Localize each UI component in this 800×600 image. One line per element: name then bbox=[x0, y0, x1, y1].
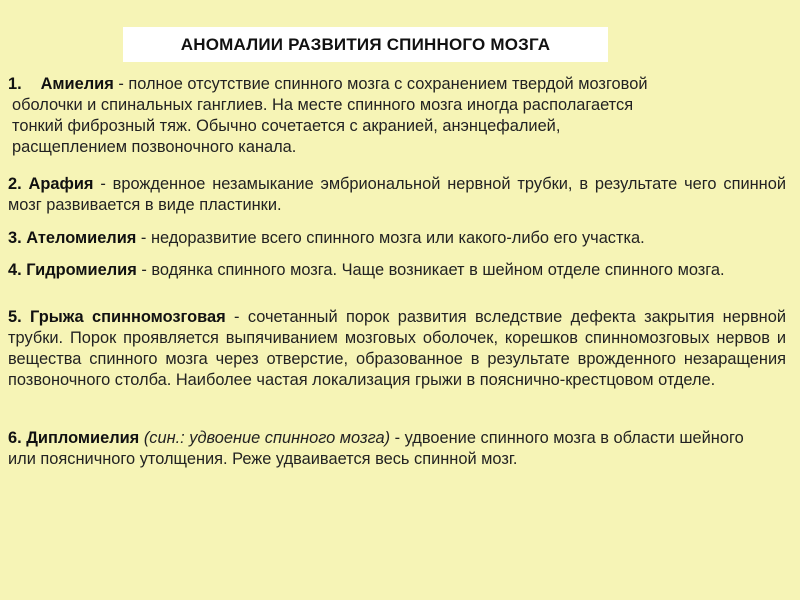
item-number: 1. bbox=[8, 75, 22, 93]
item-separator: - bbox=[136, 261, 152, 279]
item-term: Дипломиелия bbox=[26, 429, 140, 447]
item-text: врожденное незамыкание эмбриональной нервной трубки, в результате чего спинной мозг развивается в виде пластинки. bbox=[8, 175, 786, 214]
item-text: сочетанный порок развития вследствие дефекта закрытия нервной трубки. Порок проявляется выпячиванием мозговых оболочек, корешков спинномозговых нервов и вещества спинного мозга через отверстие, образованное в результате врожденного незаращения позвоночного столба. Наиболее частая локализация грыжи в пояснично-крестцовом отделе. bbox=[8, 308, 786, 389]
list-item-1 bbox=[8, 74, 788, 158]
item-term: Амиелия bbox=[40, 75, 114, 93]
item-synonym: (син.: удвоение спинного мозга) bbox=[143, 429, 391, 447]
item-separator: - bbox=[225, 308, 248, 326]
item-number: 6. bbox=[8, 429, 22, 447]
item-number: 4. bbox=[8, 261, 22, 279]
list-item-5 bbox=[8, 307, 786, 391]
item-text: удвоение спинного мозга в области шейного или поясничного утолщения. Реже удваивается весь спинной мозг. bbox=[8, 429, 744, 468]
item-separator: - bbox=[113, 75, 129, 93]
item-separator: - bbox=[136, 229, 151, 247]
list-item-2 bbox=[8, 174, 786, 216]
item-term: Грыжа спинномозговая bbox=[30, 308, 226, 326]
list-item-3 bbox=[8, 228, 793, 249]
list-item-4 bbox=[8, 260, 753, 281]
item-separator: - bbox=[93, 175, 113, 193]
item-text: недоразвитие всего спинного мозга или какого-либо его участка. bbox=[150, 229, 645, 247]
item-term: Ателомиелия bbox=[26, 229, 137, 247]
item-text-line: расщеплением позвоночного канала. bbox=[12, 138, 297, 156]
list-item-6 bbox=[8, 428, 753, 470]
page-title: АНОМАЛИИ РАЗВИТИЯ СПИННОГО МОЗГА bbox=[123, 27, 608, 62]
item-text: водянка спинного мозга. Чаще возникает в шейном отделе спинного мозга. bbox=[151, 261, 725, 279]
item-text-line: полное отсутствие спинного мозга с сохранением твердой мозговой bbox=[128, 75, 648, 93]
item-term: Гидромиелия bbox=[26, 261, 137, 279]
item-number: 2. bbox=[8, 175, 22, 193]
item-text-line: оболочки и спинальных ганглиев. На месте спинного мозга иногда располагается bbox=[12, 96, 634, 114]
item-separator: - bbox=[390, 429, 405, 447]
item-number: 3. bbox=[8, 229, 22, 247]
item-text-line: тонкий фиброзный тяж. Обычно сочетается с акранией, анэнцефалией, bbox=[12, 117, 561, 135]
item-term: Арафия bbox=[28, 175, 94, 193]
item-number: 5. bbox=[8, 308, 22, 326]
